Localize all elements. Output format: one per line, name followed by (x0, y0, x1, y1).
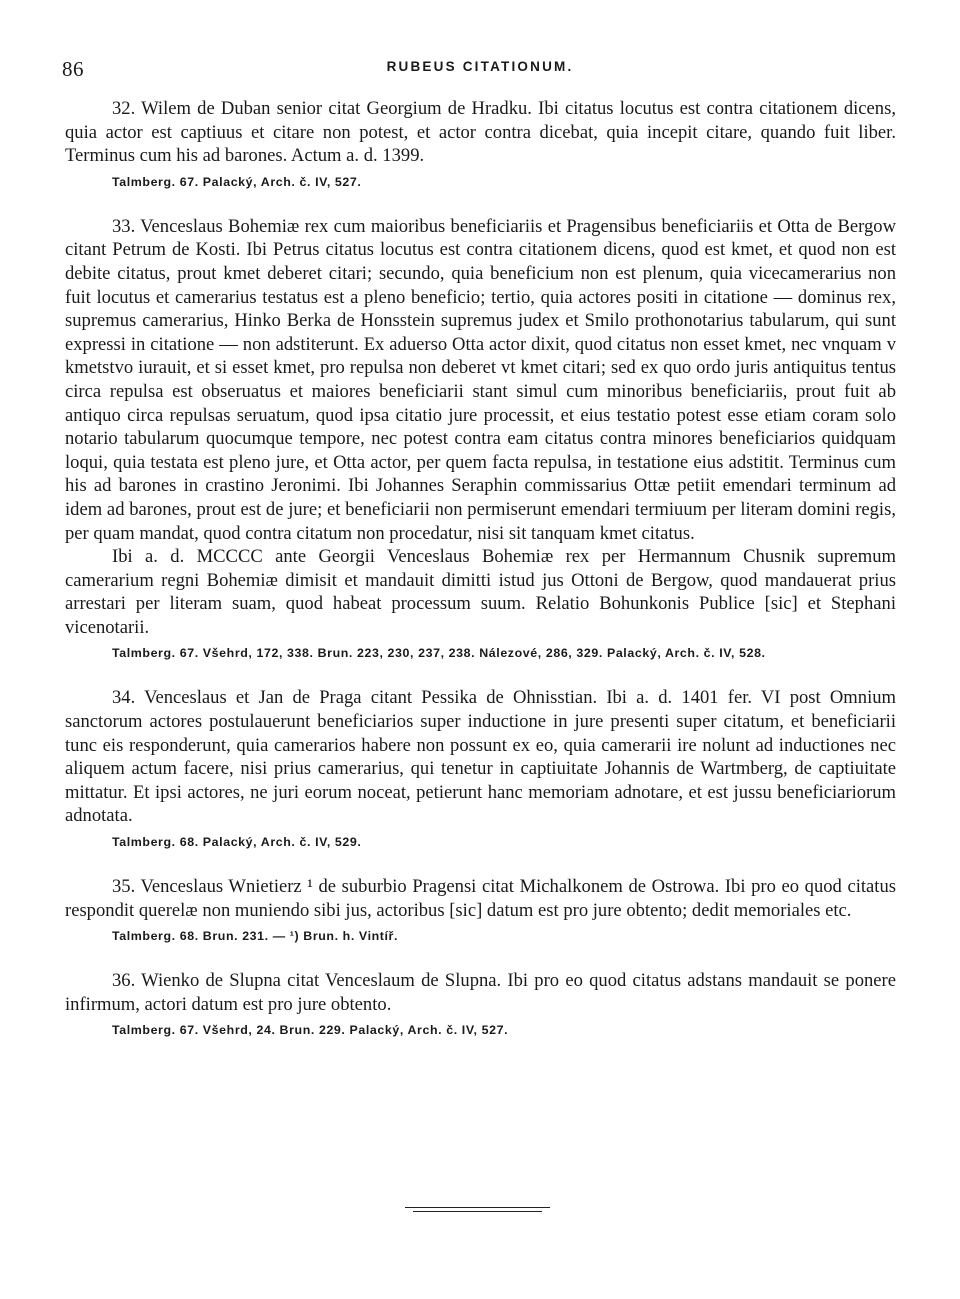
page-number: 86 (62, 57, 84, 81)
entry-33 (65, 215, 896, 663)
entry-reference: Talmberg. 67. Všehrd, 172, 338. Brun. 223, 230, 237, 238. Nálezové, 286, 329. Palacký, Arch. č. IV, 528. (112, 646, 766, 661)
entry-36 (65, 969, 896, 1039)
end-rule (405, 1207, 550, 1212)
entry-35 (65, 875, 896, 945)
entry-paragraph: Ibi a. d. MCCCC ante Georgii Venceslaus Bohemiæ rex per Hermannum Chusnik supremum camerarium regni Bohemiæ dimisit et mandauit dimitti istud jus Ottoni de Bergow, quod mandauerat prius arrestari per literam suam, quod habeat processum suum. Relatio Bohunkonis Publice [sic] et Stephani vicenotarii. (65, 546, 896, 638)
entry-paragraph: 33. Venceslaus Bohemiæ rex cum maioribus beneficiariis et Pragensibus beneficiariis et Otta de Bergow citant Petrum de Kosti. Ibi Petrus citatus locutus est contra citationem dicens, quod est kmet, et quod non est debite citatus, prout kmet deberet citari; secundo, quia beneficium non est plenum, quia vicecamerarius non fuit locutus et camerarius testatus est a pleno beneficio; tertio, quia actores positi in citatione — dominus rex, supremus camerarius, Hinko Berka de Honsstein supremus judex et Smilo prothonotarius tabularum, qui sunt expressi in citatione — non adstiterunt. Ex aduerso Otta actor dixit, quod citatus non esset kmet, nec vnquam v kmetstvo iurauit, et si esset kmet, pro repulsa non deberet vt kmet citari; sed ex quo ordo juris antiquitus tentus circa repulsa est obseruatus et maiores beneficiarii stant simul cum minoribus beneficiariis, prout fuit ab antiquo circa repulsas seruatum, quod ipsa citatio jure processit, et eius testatio potest esse etiam coram solo notario tabularum quocumque tempore, nec potest contra eam citatus contra minores beneficiarios quidquam loqui, quia testata est pleno jure, et Otta actor, per quem facta repulsa, in testatione eius adstitit. Terminus cum his ad barones in crastino Jeronimi. Ibi Johannes Seraphin commissarius Ottæ petiit emendari terminum ad idem ad barones, prout est de jure; et beneficiarii non permiserunt emendari termiuum per literam domini regis, per quam mandat, quod contra citatum non procedatur, nisi sit tanquam kmet citatus. (65, 215, 896, 544)
entry-32 (65, 97, 896, 191)
entry-paragraph: 32. Wilem de Duban senior citat Georgium de Hradku. Ibi citatus locutus est contra citationem dicens, quia actor est captiuus et citare non potest, et actor contra dicebat, quia incepit citare, quando fuit liber. Terminus cum his ad barones. Actum a. d. 1399. (65, 98, 896, 167)
entry-reference: Talmberg. 67. Všehrd, 24. Brun. 229. Palacký, Arch. č. IV, 527. (112, 1023, 509, 1038)
entry-paragraph: 35. Venceslaus Wnietierz ¹ de suburbio Pragensi citat Michalkonem de Ostrowa. Ibi pro eo quod citatus respondit querelæ non muniendo sibi jus, actoribus [sic] datum est pro jure obtento; dedit memoriales etc. (65, 876, 896, 921)
entry-paragraph: 36. Wienko de Slupna citat Venceslaum de Slupna. Ibi pro eo quod citatus adstans mandauit se ponere infirmum, actori datum est pro jure obtento. (65, 970, 896, 1015)
entry-reference: Talmberg. 67. Palacký, Arch. č. IV, 527. (112, 174, 362, 189)
entry-reference: Talmberg. 68. Palacký, Arch. č. IV, 529. (112, 835, 362, 850)
entry-reference: Talmberg. 68. Brun. 231. — ¹) Brun. h. Vintíř. (112, 929, 399, 944)
page-header (62, 57, 898, 81)
body-text (65, 97, 896, 1039)
entry-34 (65, 686, 896, 851)
running-title: RUBEUS CITATIONUM. (386, 59, 574, 74)
entry-paragraph: 34. Venceslaus et Jan de Praga citant Pessika de Ohnisstian. Ibi a. d. 1401 fer. VI post Omnium sanctorum actores postulauerunt beneficiarios super inductione in jure presenti super citatum, et beneficiarii tunc eis responderunt, quia camerarios habere non possunt ex eo, quia camerarii ire nolunt ad inductiones nec aliquem actum facere, nisi prius camerarius, qui tenetur in captiuitate Johannis de Wartmberg, de captiuitate mittatur. Et ipsi actores, ne juri eorum noceat, petierunt hanc memoriam adnotare, et est jussu beneficiariorum adnotata. (65, 687, 896, 827)
